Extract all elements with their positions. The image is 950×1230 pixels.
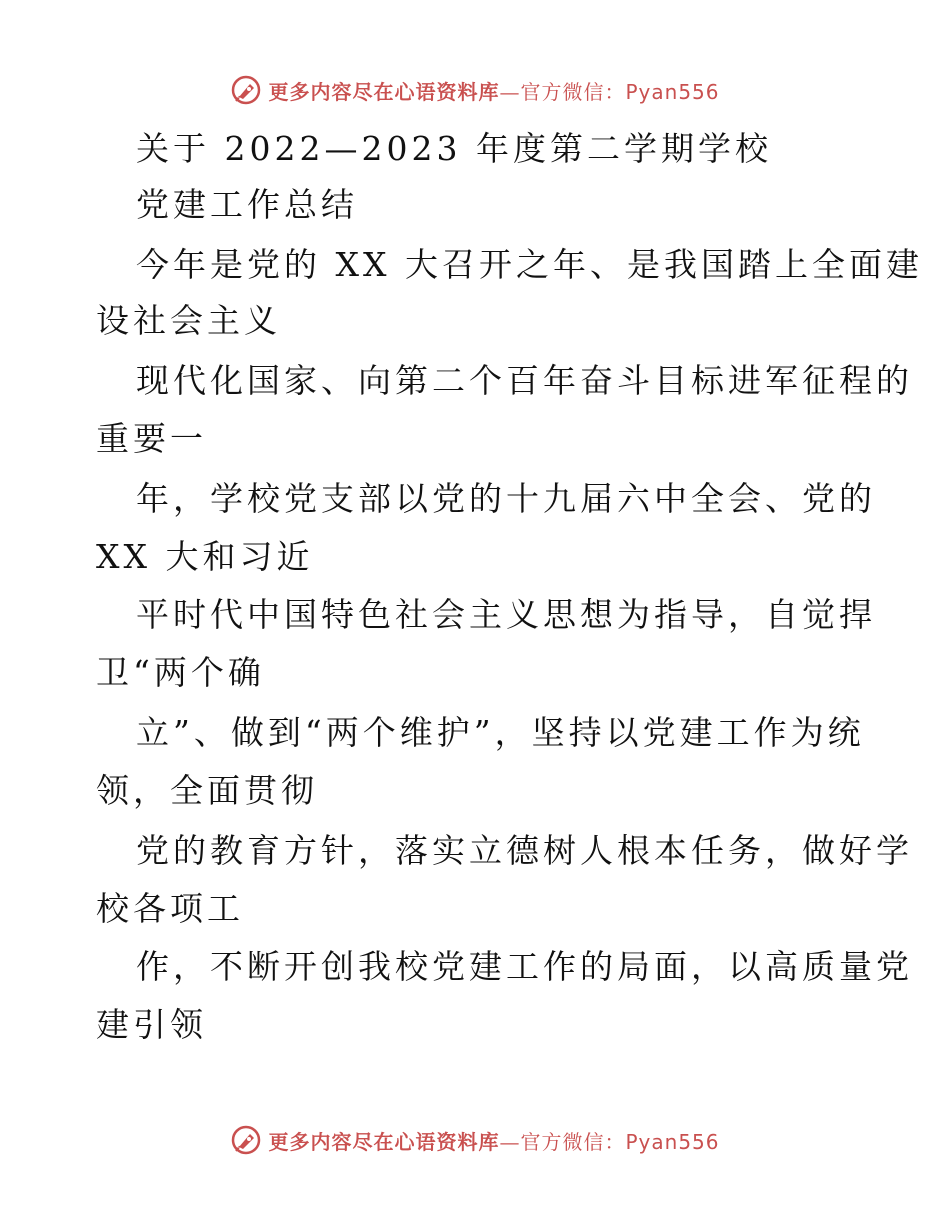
paragraph-line: 今年是党的 XX 大召开之年、是我国踏上全面建 (136, 245, 923, 284)
watermark-text (268, 1126, 719, 1155)
watermark-handle: Pyan556 (625, 1129, 720, 1154)
doc-title-line-1: 关于 2022—2023 年度第二学期学校 (136, 129, 772, 168)
paragraph-line: 党的教育方针，落实立德树人根本任务，做好学 (136, 831, 913, 870)
header-watermark (0, 70, 950, 110)
paragraph-line: 年，学校党支部以党的十九届六中全会、党的 (136, 479, 876, 518)
paragraph-line: 重要一 (96, 419, 207, 458)
paragraph-line: 卫“两个确 (96, 653, 265, 692)
watermark-official-label: 官方微信： (520, 79, 626, 104)
paragraph-line: 作，不断开创我校党建工作的局面，以高质量党 (136, 947, 913, 986)
paragraph-line: 建引领 (96, 1005, 207, 1044)
pen-nib-logo-icon (230, 1124, 262, 1156)
doc-title-line-2: 党建工作总结 (136, 185, 358, 224)
paragraph-line: 现代化国家、向第二个百年奋斗目标进军征程的 (136, 361, 913, 400)
watermark-site-text: 更多内容尽在心语资料库 (268, 79, 500, 104)
paragraph-line: 领，全面贯彻 (96, 771, 318, 810)
paragraph-line: 平时代中国特色社会主义思想为指导，自觉捍 (136, 595, 876, 634)
paragraph-line: XX 大和习近 (96, 537, 314, 576)
watermark-site-text: 更多内容尽在心语资料库 (268, 1129, 500, 1154)
paragraph-line: 立”、做到“两个维护”，坚持以党建工作为统 (136, 713, 865, 752)
watermark-text (268, 76, 719, 105)
paragraph-line: 设社会主义 (96, 301, 281, 340)
paragraph-line: 校各项工 (96, 889, 244, 928)
footer-watermark (0, 1120, 950, 1160)
watermark-separator: — (499, 79, 521, 104)
pen-nib-logo-icon (230, 74, 262, 106)
watermark-separator: — (499, 1129, 521, 1154)
watermark-handle: Pyan556 (625, 79, 720, 104)
watermark-official-label: 官方微信： (520, 1129, 626, 1154)
